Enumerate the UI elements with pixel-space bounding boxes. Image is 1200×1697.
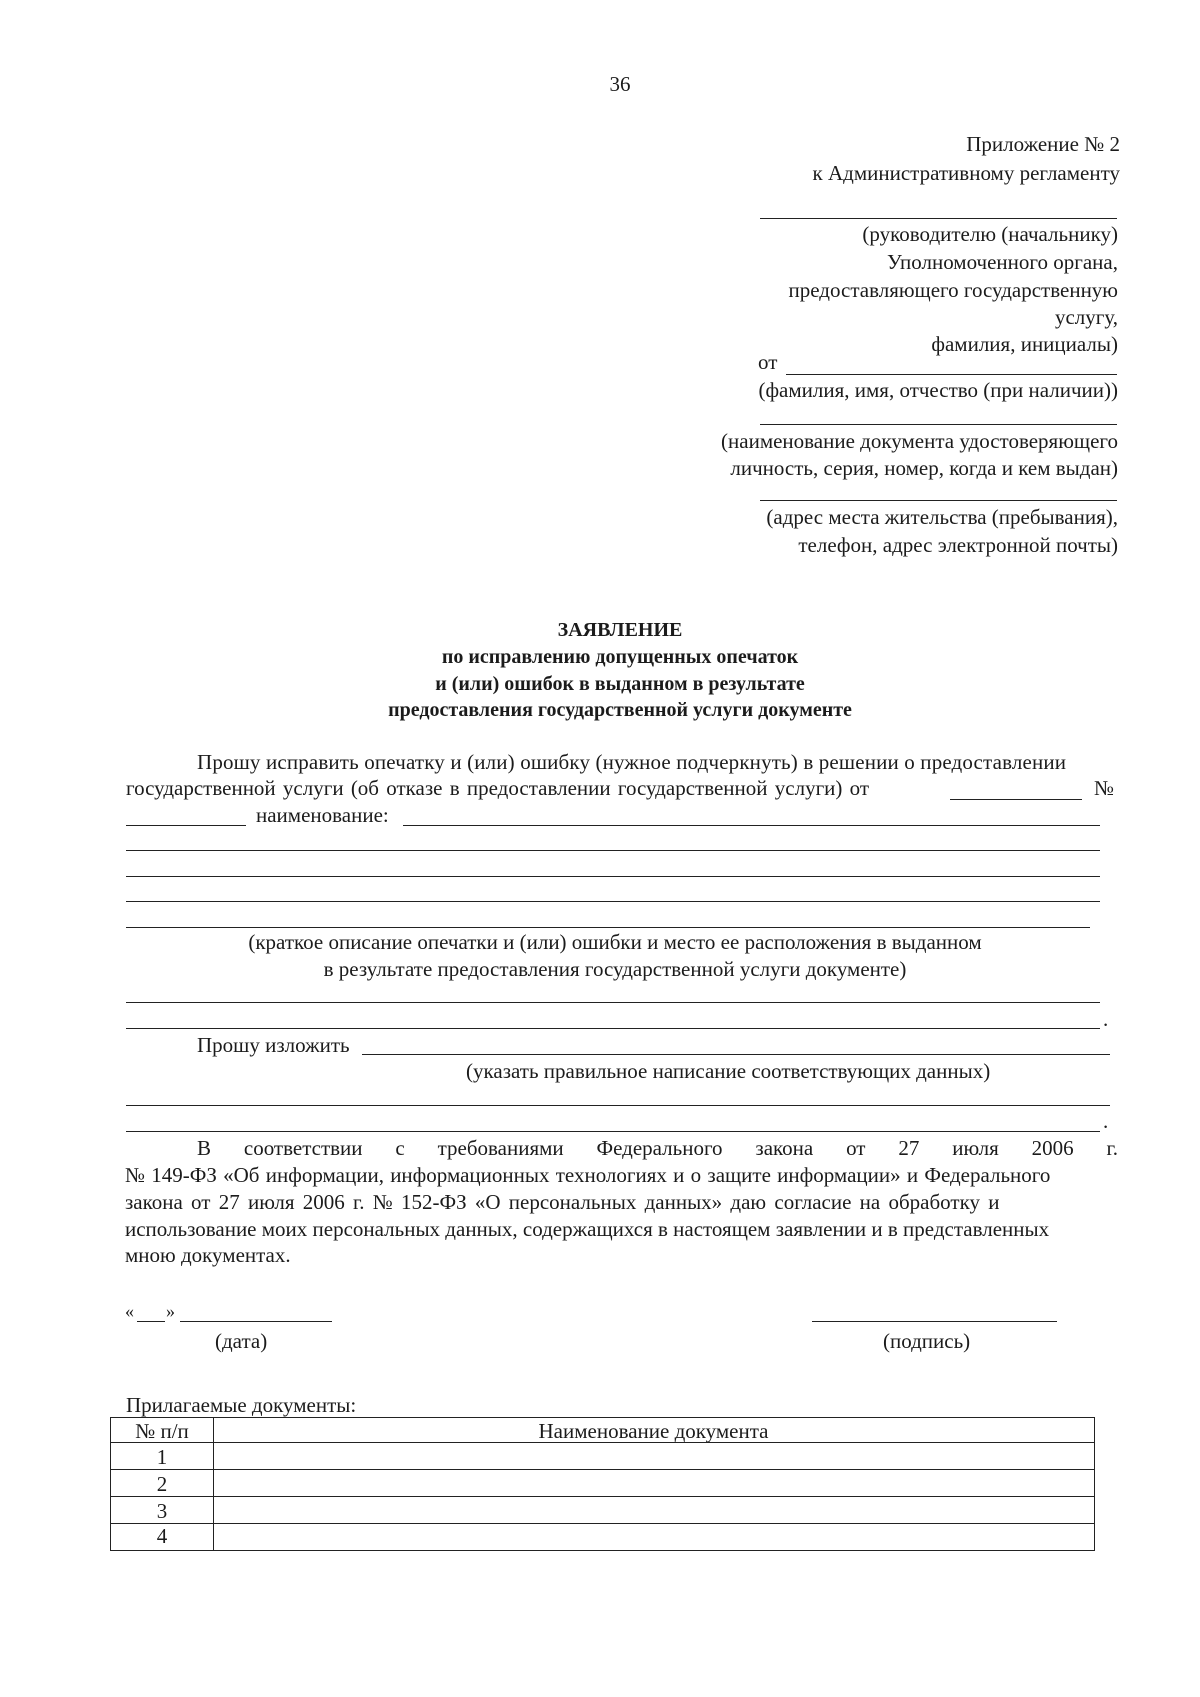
from-label: от [758,350,778,374]
table-header-name: Наименование документа [538,1419,769,1443]
number-sign: № [1094,776,1115,800]
table-row-divider [111,1469,1094,1470]
description-line-2[interactable] [126,876,1100,877]
appendix-line-2: к Административному регламенту [812,161,1120,185]
name-input-line[interactable] [403,825,1100,826]
date-hint: (дата) [215,1329,268,1353]
address-hint-2: телефон, адрес электронной почты) [798,533,1118,557]
request-line-2: государственной услуги (об отказе в предоставлении государственной услуги) от [126,776,870,800]
signature-input-line[interactable] [812,1321,1057,1322]
consent-word: закона [755,1136,814,1160]
document-subtitle-2: и (или) ошибок в выданном в результате [435,673,805,695]
applicant-name-line[interactable] [786,374,1117,375]
addressee-hint-4: услугу, [1054,305,1118,329]
addressee-hint-5: фамилия, инициалы) [931,332,1118,356]
table-row-divider [111,1523,1094,1524]
decision-date-line[interactable] [950,799,1082,800]
consent-word: соответствии [243,1136,363,1160]
address-line[interactable] [760,500,1117,501]
date-input-line[interactable] [180,1321,332,1322]
description-line-3[interactable] [126,901,1100,902]
consent-word: требованиями [437,1136,564,1160]
identity-doc-line[interactable] [760,424,1117,425]
description-hint-1: (краткое описание опечатки и (или) ошибки и место ее расположения в выданном [248,930,982,954]
decision-number-line[interactable] [126,825,246,826]
request-line-1: Прошу исправить опечатку и (или) ошибку (нужное подчеркнуть) в решении о предоставлении [197,750,1067,774]
table-row-divider [111,1496,1094,1497]
correct-value-hint: (указать правильное написание соответствующих данных) [466,1059,991,1083]
consent-line-2: № 149-ФЗ «Об информации, информационных технологиях и о защите информации» и Федерального [125,1163,1051,1187]
consent-line-4: использование моих персональных данных, содержащихся в настоящем заявлении и в представленных [125,1217,1050,1241]
address-hint-1: (адрес места жительства (пребывания), [766,505,1118,529]
table-header-number: № п/п [135,1419,189,1443]
addressee-blank-line[interactable] [760,218,1117,219]
description-line-4[interactable] [126,927,1090,928]
addressee-hint-2: Уполномоченного органа, [887,250,1118,274]
document-subtitle-3: предоставления государственной услуги документе [388,699,852,721]
description-line-5[interactable] [126,1002,1100,1003]
identity-doc-hint-1: (наименование документа удостоверяющего [721,429,1118,453]
consent-word: 27 [898,1136,920,1160]
description-line-6[interactable] [126,1028,1100,1029]
consent-line-1 [197,1138,1118,1159]
name-label: наименование: [256,803,389,827]
applicant-name-hint: (фамилия, имя, отчество (при наличии)) [758,378,1118,402]
consent-word: 2006 [1031,1136,1074,1160]
appendix-line-1: Приложение № 2 [966,132,1120,156]
correct-value-period: . [1103,1109,1109,1133]
identity-doc-hint-2: личность, серия, номер, когда и кем выдан) [730,456,1118,480]
description-period: . [1103,1007,1109,1031]
correct-value-line-2[interactable] [126,1105,1110,1106]
table-row-number: 3 [156,1499,168,1523]
table-row-divider [111,1442,1094,1443]
signature-hint: (подпись) [883,1329,971,1353]
attachments-table [110,1417,1095,1551]
correct-value-line-3[interactable] [126,1131,1100,1132]
consent-word: с [395,1136,405,1160]
page-number: 36 [609,72,631,96]
consent-line-5: мною документах. [125,1243,291,1267]
table-row-number: 4 [156,1524,168,1548]
consent-word: В [197,1136,212,1160]
addressee-hint-3: предоставляющего государственную [788,278,1118,302]
document-title: ЗАЯВЛЕНИЕ [557,619,683,641]
date-quote-open: « [125,1301,134,1321]
day-input-line[interactable] [137,1321,165,1322]
consent-word: июля [952,1136,999,1160]
consent-word: г. [1106,1136,1118,1160]
consent-word: от [846,1136,866,1160]
consent-line-3: закона от 27 июля 2006 г. № 152-ФЗ «О персональных данных» даю согласие на обработку и [125,1190,1000,1214]
attachments-label: Прилагаемые документы: [126,1393,357,1417]
state-label: Прошу изложить [197,1033,350,1057]
consent-word: Федерального [596,1136,723,1160]
table-row-number: 2 [156,1472,168,1496]
table-row-number: 1 [156,1445,168,1469]
document-subtitle-1: по исправлению допущенных опечаток [441,646,799,668]
correct-value-line[interactable] [362,1054,1110,1055]
description-hint-2: в результате предоставления государственной услуги документе) [323,957,907,981]
addressee-hint-1: (руководителю (начальнику) [862,222,1118,246]
date-quote-close: » [166,1301,175,1321]
description-line-1[interactable] [126,850,1100,851]
